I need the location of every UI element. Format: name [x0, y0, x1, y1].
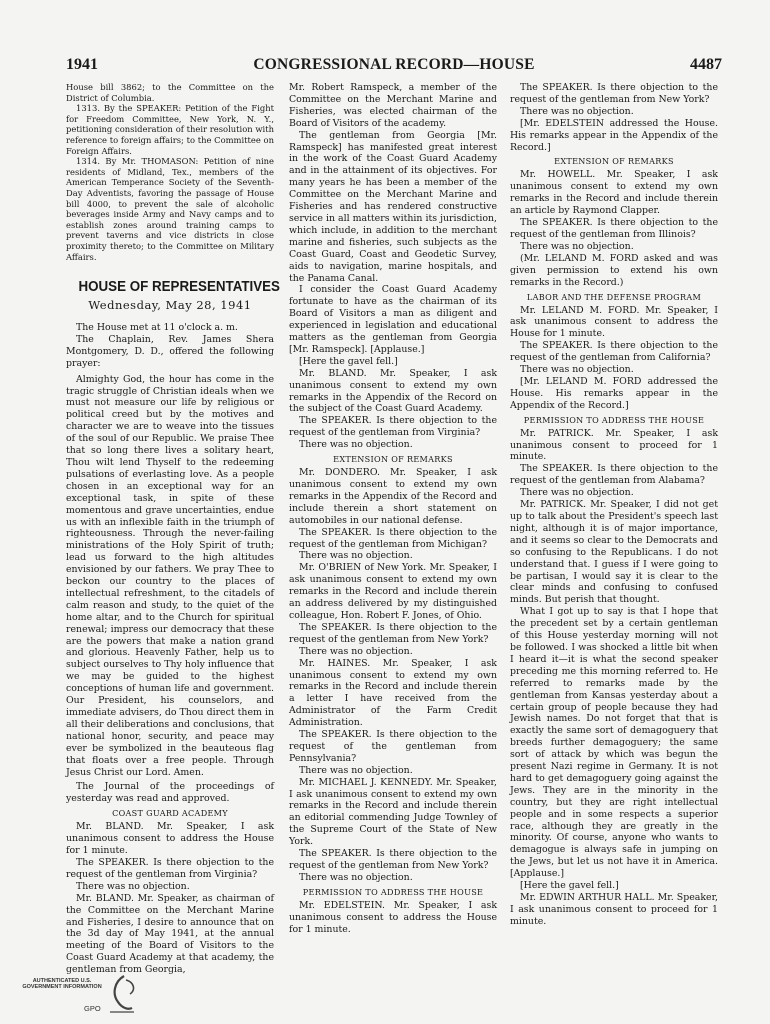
eagle-seal-icon [104, 972, 138, 1018]
subheading: COAST GUARD ACADEMY [112, 808, 228, 819]
gpo-mark: GPO [84, 1004, 101, 1013]
paragraph: 1314. By Mr. THOMASON: Petition of nine residents of Midland, Tex., members of the American Temperance Society of the Seventh-Day Adventists, favoring the passage of House bill 4000, to prevent the sale of alcoholic beverages inside Army and Navy camps and to establish zones around training camps to prevent taverns and vice districts in close proximity thereto; to the Committee on Military Affairs. [66, 156, 274, 262]
paragraph: Mr. Robert Ramspeck, a member of the Committee on the Merchant Marine and Fisheries, was elected chairman of the Board of Visitors of the academy. [289, 82, 497, 129]
paragraph: The SPEAKER. Is there objection to the request of the gentleman from Illinois? [510, 217, 718, 240]
paragraph: The SPEAKER. Is there objection to the request of the gentleman from New York? [289, 621, 497, 645]
paragraph: (Mr. LELAND M. FORD asked and was given permission to extend his own remarks in the Record.) [510, 252, 718, 288]
paragraph: Mr. HOWELL. Mr. Speaker, I ask unanimous consent to extend my own remarks in the Record and include therein an article by Raymond Clapper. [510, 169, 718, 217]
paragraph: Mr. BLAND. Mr. Speaker, I ask unanimous consent to address the House for 1 minute. [66, 821, 274, 857]
header-page-number: 4487 [690, 56, 722, 73]
paragraph: [Here the gavel fell.] [520, 880, 619, 892]
paragraph: Mr. LELAND M. FORD. Mr. Speaker, I ask unanimous consent to address the House for 1 minute. [510, 304, 718, 340]
paragraph: The Journal of the proceedings of yesterday was read and approved. [66, 781, 274, 805]
subheading: PERMISSION TO ADDRESS THE HOUSE [302, 886, 484, 897]
subheading: PERMISSION TO ADDRESS THE HOUSE [523, 414, 705, 425]
subheading: EXTENSION OF REMARKS [554, 156, 674, 167]
paragraph: [Mr. LELAND M. FORD addressed the House. His remarks appear in the Appendix of the Record.] [510, 375, 718, 411]
paragraph: What I got up to say is that I hope that the precedent set by a certain gentleman of this House yesterday morning will not be followed. I was shocked a little bit when I heard it—it is what the second speaker preceding me this morning referred to. He referred to remarks made by the gentleman from Kansas yesterday about a certain group of people because they had Jewish names. Do not forget that that is exactly the same sort of demagoguery that breeds further demagoguery; the same sort of attack by which was begun the present Nazi regime in Germany. It is not hard to get demagoguery going against the Jews. They are in the minority in the country, but they are right intellectual people and in some respects a superior race, although they are greatly in the minority. Of course, anyone who wants to demagogue is always safe in jumping on the Jews, but let us not have it in America. [Applause.] [510, 606, 718, 880]
paragraph: The SPEAKER. Is there objection to the request of the gentleman from Alabama? [510, 463, 718, 487]
paragraph: There was no objection. [520, 487, 634, 499]
session-date: Wednesday, May 28, 1941 [88, 298, 252, 313]
paragraph: There was no objection. [299, 764, 413, 776]
header-year: 1941 [66, 56, 98, 73]
paragraph: The SPEAKER. Is there objection to the request of the gentleman from Michigan? [289, 526, 497, 550]
paragraph: 1313. By the SPEAKER: Petition of the Fight for Freedom Committee, New York, N. Y., petitioning consideration of their resolution with reference to foreign affairs; to the Committee on Foreign Affairs. [66, 103, 274, 156]
paragraph: [Here the gavel fell.] [299, 355, 398, 367]
paragraph: Mr. HAINES. Mr. Speaker, I ask unanimous consent to extend my own remarks in the Record and include therein a letter I have received from the Administrator of the Farm Credit Administration. [289, 657, 497, 729]
subheading: LABOR AND THE DEFENSE PROGRAM [526, 291, 702, 302]
paragraph: There was no objection. [520, 105, 634, 117]
prayer-paragraph: Almighty God, the hour has come in the tragic struggle of Christian ideals when we must not measure our life by religious or political creed but by the motives and character we are to weave into the tissues of the soul of our Republic. We praise Thee that so long there lives a solitary heart, Thou wilt lend Thyself to the redeeming pulsations of everlasting love. As a people chosen in an exceptional way for an exceptional task, in spite of these momentous and grave uncertainties, endue us with an inflexible faith in the triumph of righteousness. Through the never-failing ministrations of the Holy Spirit of truth; lead us forward to the high altitudes envisioned by our fathers. We pray Thee to beckon our country to the places of intellectual refreshment, to the citadels of calm reason and study, to the quiet of the home altar, and to the Church for spiritual renewal; impress our democracy that these are the powers that make a nation grand and glorious. Heavenly Father, help us to subject ourselves to Thy holy influence that we may be guided to the highest conceptions of human life and government. Our President, his counselors, and immediate advisers, do Thou direct them in all their deliberations and conclusions, that national honor, security, and peace may ever be symbolized in the beauteous flag that floats over a free people. Through Jesus Christ our Lord. Amen. [66, 373, 274, 778]
running-header [66, 56, 722, 78]
paragraph: The SPEAKER. Is there objection to the request of the gentleman from New York? [510, 82, 718, 105]
paragraph: There was no objection. [299, 871, 413, 883]
paragraph: The SPEAKER. Is there objection to the request of the gentleman from Virginia? [289, 415, 497, 439]
paragraph: There was no objection. [299, 645, 413, 657]
column-middle [289, 82, 497, 962]
section-title: HOUSE OF REPRESENTATIVES [78, 278, 280, 296]
gpo-label: AUTHENTICATED U.S. GOVERNMENT INFORMATION [22, 978, 102, 991]
paragraph: [Mr. EDELSTEIN addressed the House. His remarks appear in the Appendix of the Record.] [510, 117, 718, 153]
paragraph: The SPEAKER. Is there objection to the request of the gentleman from New York? [289, 848, 497, 871]
paragraph: There was no objection. [76, 880, 190, 892]
paragraph: Mr. O'BRIEN of New York. Mr. Speaker, I ask unanimous consent to extend my own remarks in the Record and include therein an address delivered by my distinguished colleague, Hon. Robert F. Jones, of Ohio. [289, 562, 497, 621]
paragraph: The House met at 11 o'clock a. m. [76, 322, 238, 333]
paragraph: Mr. BLAND. Mr. Speaker, I ask unanimous consent to extend my own remarks in the Appendix of the Record on the subject of the Coast Guard Academy. [289, 367, 497, 415]
paragraph: Mr. PATRICK. Mr. Speaker, I did not get up to talk about the President's speech last night, although it is of major importance, and it seems so clear to the Democrats and so confusing to the Republicans. I do not understand that. I guess if I were going to be partisan, I would say it is clear to the clear minds and confusing to confused minds. But perish that thought. [510, 499, 718, 606]
paragraph: House bill 3862; to the Committee on the District of Columbia. [66, 82, 274, 103]
paragraph: I consider the Coast Guard Academy fortunate to have as the chairman of its Board of Visitors a man as diligent and experienced in legislation and educational matters as the gentleman from Georgia [Mr. Ramspeck]. [Applause.] [289, 284, 497, 355]
paragraph: Mr. EDWIN ARTHUR HALL. Mr. Speaker, I ask unanimous consent to proceed for 1 minute. [510, 892, 718, 927]
paragraph: There was no objection. [299, 439, 413, 451]
paragraph: Mr. DONDERO. Mr. Speaker, I ask unanimous consent to extend my own remarks in the Appendix of the Record and include therein a short statement on automobiles in our national defense. [289, 467, 497, 526]
header-title: CONGRESSIONAL RECORD—HOUSE [253, 56, 535, 73]
paragraph: There was no objection. [520, 364, 634, 376]
paragraph: There was no objection. [299, 550, 413, 562]
subheading: EXTENSION OF REMARKS [333, 454, 453, 465]
column-left [66, 82, 280, 976]
paragraph: The SPEAKER. Is there objection to the request of the gentleman from California? [510, 340, 718, 364]
paragraph: The Chaplain, Rev. James Shera Montgomery, D. D., offered the following prayer: [66, 333, 274, 369]
paragraph: Mr. MICHAEL J. KENNEDY. Mr. Speaker, I ask unanimous consent to extend my own remarks in the Record and include therein an editorial commending Judge Townley of the Supreme Court of the State of New York. [289, 776, 497, 848]
paragraph: Mr. EDELSTEIN. Mr. Speaker, I ask unanimous consent to address the House for 1 minute. [289, 899, 497, 935]
paragraph: The gentleman from Georgia [Mr. Ramspeck] has manifested great interest in the work of the Coast Guard Academy and in the attainment of its objectives. For many years he has been a member of the Committee on the Merchant Marine and Fisheries and has rendered constructive service in all matters within its jurisdiction, which include, in addition to the merchant marine and fisheries, such subjects as the Coast Guard, Coast and Geodetic Survey, aids to navigation, marine hospitals, and the Panama Canal. [289, 129, 497, 284]
paragraph: The SPEAKER. Is there objection to the request of the gentleman from Pennsylvania? [289, 729, 497, 764]
paragraph: Mr. BLAND. Mr. Speaker, as chairman of the Committee on the Merchant Marine and Fisheries, I desire to announce that on the 3d day of May 1941, at the annual meeting of the Board of Visitors to the Coast Guard Academy at that academy, the gentleman from Georgia, [66, 892, 274, 976]
gpo-authentication-seal [22, 972, 142, 1018]
paragraph: The SPEAKER. Is there objection to the request of the gentleman from Virginia? [66, 856, 274, 880]
column-right [510, 82, 718, 962]
paragraph: Mr. PATRICK. Mr. Speaker, I ask unanimous consent to proceed for 1 minute. [510, 427, 718, 463]
paragraph: There was no objection. [520, 240, 634, 252]
